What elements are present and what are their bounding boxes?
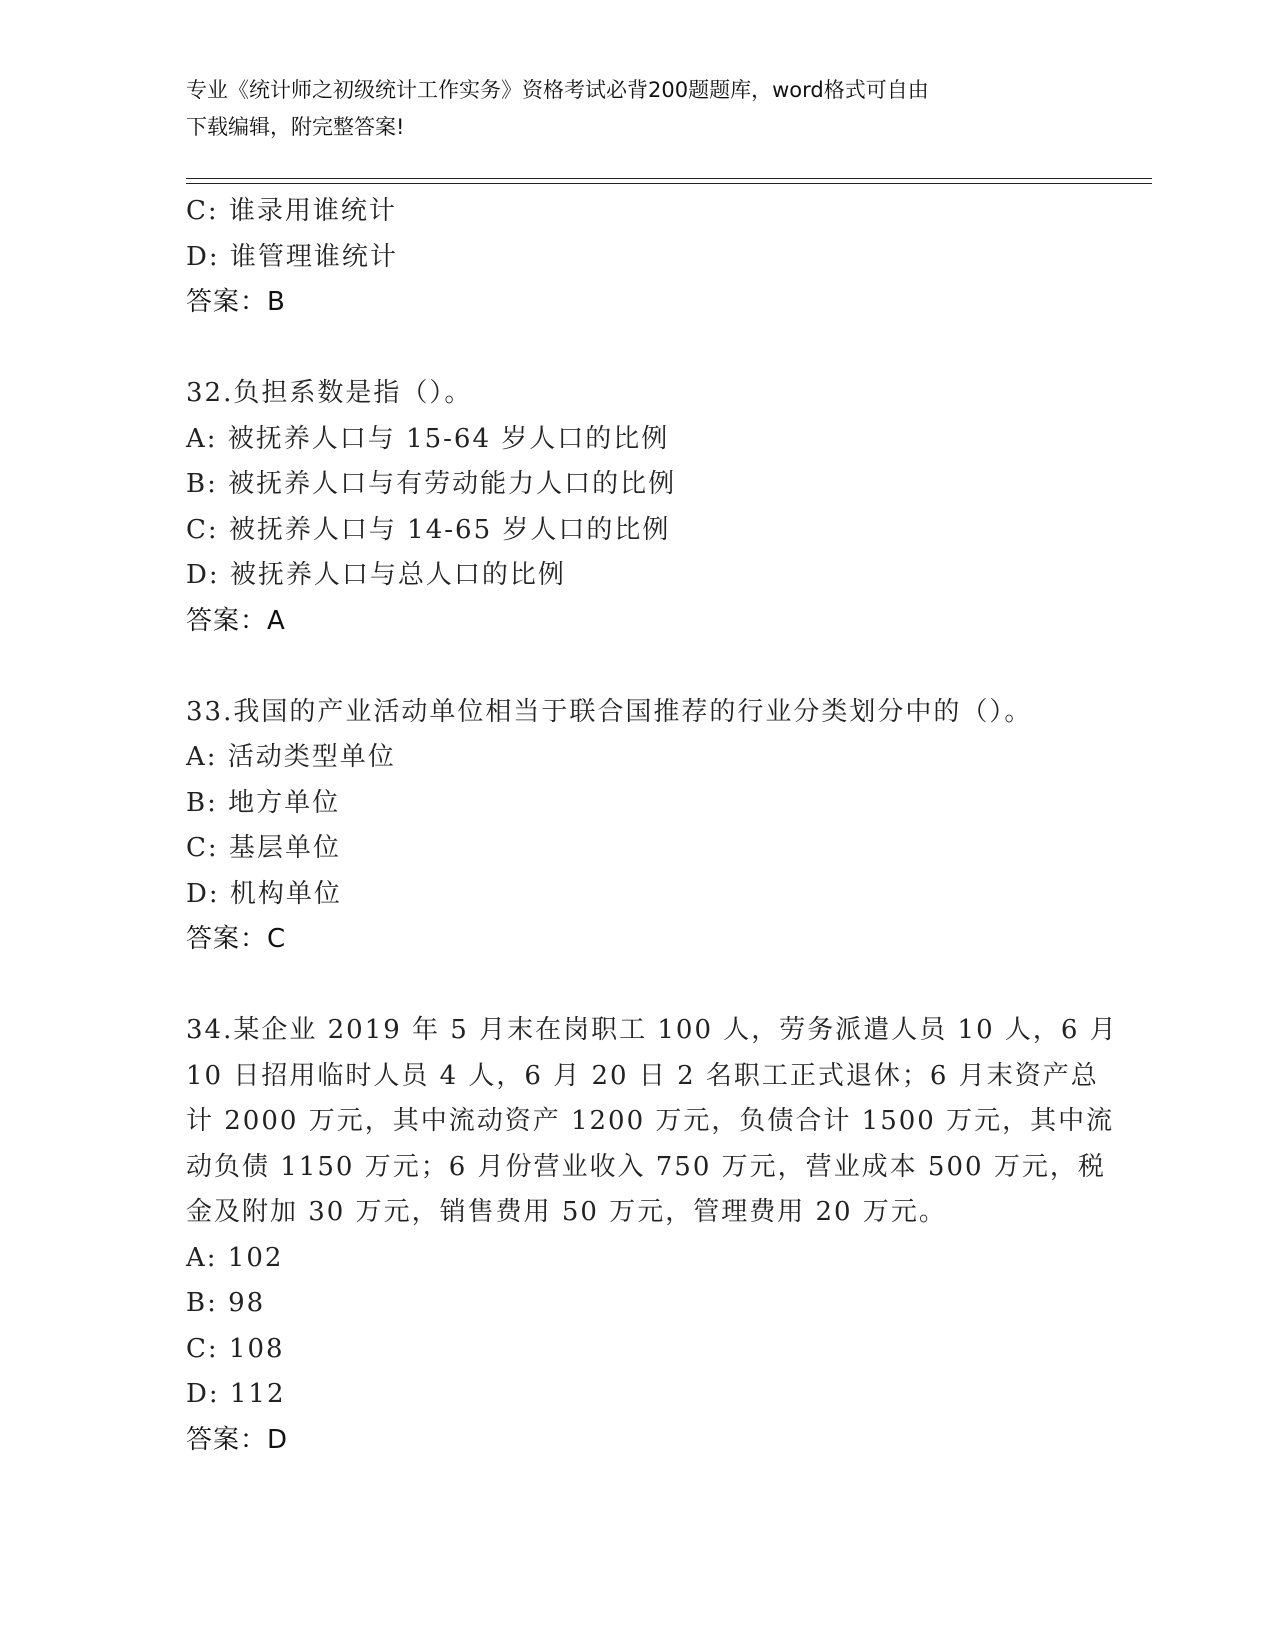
q33-option-b: B: 地方单位	[186, 787, 341, 818]
q34-stem-line-3: 计 2000 万元，其中流动资产 1200 万元，负债合计 1500 万元，其中流	[186, 1106, 1115, 1136]
question-31-block	[186, 189, 1076, 326]
header-line-2: 下载编辑，附完整答案!	[186, 115, 405, 139]
header-divider-bottom	[186, 183, 1152, 184]
header-divider-top	[186, 178, 1152, 179]
document-header	[186, 72, 1076, 146]
q32-option-c: C: 被抚养人口与 14-65 岁人口的比例	[186, 514, 671, 545]
header-line-1: 专业《统计师之初级统计工作实务》资格考试必背200题题库，word格式可自由	[186, 78, 929, 102]
q34-stem-line-5: 金及附加 30 万元，销售费用 50 万元，管理费用 20 万元。	[186, 1197, 947, 1227]
q32-option-b: B: 被抚养人口与有劳动能力人口的比例	[186, 469, 677, 499]
question-33-block	[186, 690, 1076, 963]
spacer	[186, 326, 1076, 372]
q31-option-c: C: 谁录用谁统计	[186, 196, 397, 226]
q34-stem-line-2: 10 日招用临时人员 4 人，6 月 20 日 2 名职工正式退休；6 月末资产总	[186, 1060, 1099, 1091]
q33-answer: 答案：C	[186, 924, 287, 954]
question-34-block	[186, 1008, 1118, 1463]
q33-option-d: D: 机构单位	[186, 878, 342, 909]
q33-option-a: A: 活动类型单位	[186, 742, 396, 772]
q34-stem-line-1: 34.某企业 2019 年 5 月末在岗职工 100 人，劳务派遣人员 10 人，6 月	[186, 1015, 1118, 1045]
q33-stem: 33.我国的产业活动单位相当于联合国推荐的行业分类划分中的（）。	[186, 696, 1033, 727]
q34-stem-line-4: 动负债 1150 万元；6 月份营业收入 750 万元，营业成本 500 万元，税	[186, 1151, 1106, 1182]
q31-option-d: D: 谁管理谁统计	[186, 241, 398, 272]
q34-option-d: D: 112	[186, 1379, 286, 1409]
q34-answer: 答案：D	[186, 1424, 289, 1455]
question-32-block	[186, 371, 1076, 644]
q34-option-a: A: 102	[186, 1242, 284, 1273]
q32-option-d: D: 被抚养人口与总人口的比例	[186, 560, 566, 590]
q32-stem: 32.负担系数是指（）。	[186, 378, 473, 408]
q32-option-a: A: 被抚养人口与 15-64 岁人口的比例	[186, 423, 670, 454]
spacer	[186, 644, 1076, 690]
q32-answer: 答案：A	[186, 605, 286, 636]
q34-option-c: C: 108	[186, 1333, 285, 1364]
spacer	[186, 963, 1076, 1009]
q31-answer: 答案：B	[186, 287, 286, 317]
q33-option-c: C: 基层单位	[186, 833, 341, 863]
question-content	[186, 189, 1118, 1463]
q34-option-b: B: 98	[186, 1288, 266, 1318]
